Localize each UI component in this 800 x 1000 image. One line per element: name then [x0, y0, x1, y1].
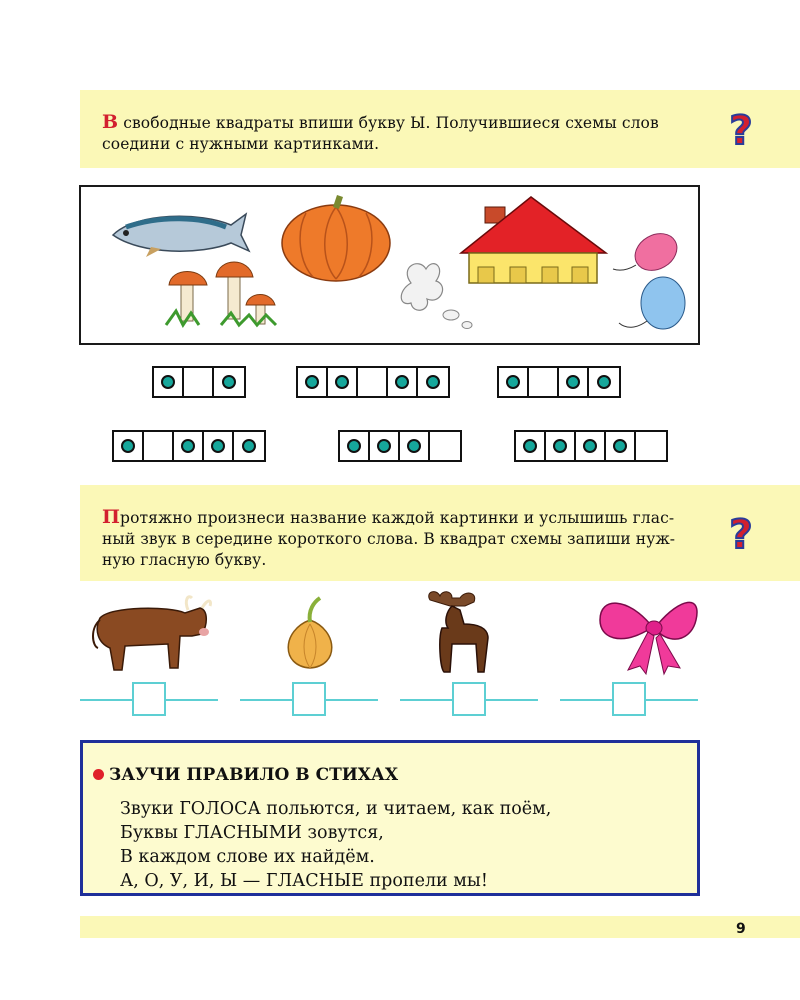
pictures-illustration [81, 187, 698, 343]
empty-square[interactable] [144, 432, 174, 460]
vowel-dot [305, 375, 319, 389]
question-mark-icon [724, 110, 758, 150]
word-scheme-6 [514, 430, 668, 462]
empty-square[interactable] [184, 368, 214, 396]
vowel-dot [523, 439, 537, 453]
vowel-dot [222, 375, 236, 389]
vowel-dot [347, 439, 361, 453]
empty-square[interactable] [358, 368, 388, 396]
vowel-dot [613, 439, 627, 453]
vowel-dot [395, 375, 409, 389]
answer-box-bow[interactable] [612, 682, 646, 716]
task2-pictures [80, 588, 700, 680]
fish-picture[interactable] [113, 214, 249, 257]
house-picture[interactable] [461, 197, 606, 283]
svg-text:?: ? [729, 514, 753, 554]
word-scheme-1 [152, 366, 246, 398]
smoke-picture[interactable] [401, 264, 472, 329]
vowel-dot [583, 439, 597, 453]
poem-line: В каждом слове их найдём. [120, 847, 375, 867]
word-scheme-2 [296, 366, 450, 398]
rule-box [80, 740, 700, 896]
vowel-dot [181, 439, 195, 453]
task2-instruction: Протяжно произнеси название каждой картинки и услышишь глас- ный звук в середине короткого слова. В квадрат схемы запиши нуж- ную гласную букву. [102, 506, 676, 569]
vowel-dot [121, 439, 135, 453]
balloons-picture[interactable] [613, 226, 685, 329]
pictures-panel [79, 185, 700, 345]
poem-line: Буквы ГЛАСНЫМИ зовутся, [120, 823, 384, 843]
vowel-dot [566, 375, 580, 389]
question-mark-icon [724, 514, 758, 554]
answer-box-bull[interactable] [132, 682, 166, 716]
vowel-dot [506, 375, 520, 389]
vowel-dot [335, 375, 349, 389]
rule-title: ЗАУЧИ ПРАВИЛО В СТИХАХ [109, 765, 399, 785]
empty-square[interactable] [430, 432, 460, 460]
word-scheme-5 [338, 430, 462, 462]
answer-box-onion[interactable] [292, 682, 326, 716]
footer-band [80, 916, 800, 938]
empty-square[interactable] [636, 432, 666, 460]
moose-picture[interactable] [429, 592, 488, 672]
red-bullet-icon [93, 769, 104, 780]
vowel-dot [161, 375, 175, 389]
vowel-dot [407, 439, 421, 453]
answer-box-moose[interactable] [452, 682, 486, 716]
rule-poem [120, 797, 551, 893]
vowel-dot [553, 439, 567, 453]
task2-cap-letter: П [102, 506, 121, 528]
task1-cap-letter: В [102, 111, 119, 133]
pumpkin-picture[interactable] [282, 195, 390, 281]
bow-picture[interactable] [600, 602, 697, 674]
onion-picture[interactable] [288, 598, 332, 668]
word-scheme-3 [497, 366, 621, 398]
vowel-dot [242, 439, 256, 453]
empty-square[interactable] [529, 368, 559, 396]
vowel-dot [597, 375, 611, 389]
mushrooms-picture[interactable] [166, 262, 276, 325]
vowel-dot [377, 439, 391, 453]
page-number: 9 [736, 921, 746, 937]
task1-instruction: В свободные квадраты впиши букву Ы. Получившиеся схемы слов соедини с нужными картинками. [102, 111, 659, 153]
poem-line: А, О, У, И, Ы — ГЛАСНЫЕ пропели мы! [120, 871, 488, 891]
word-scheme-4 [112, 430, 266, 462]
vowel-dot [426, 375, 440, 389]
bull-picture[interactable] [93, 597, 211, 670]
vowel-dot [211, 439, 225, 453]
svg-text:?: ? [729, 110, 753, 150]
poem-line: Звуки ГОЛОСА польются, и читаем, как поём, [120, 799, 552, 819]
